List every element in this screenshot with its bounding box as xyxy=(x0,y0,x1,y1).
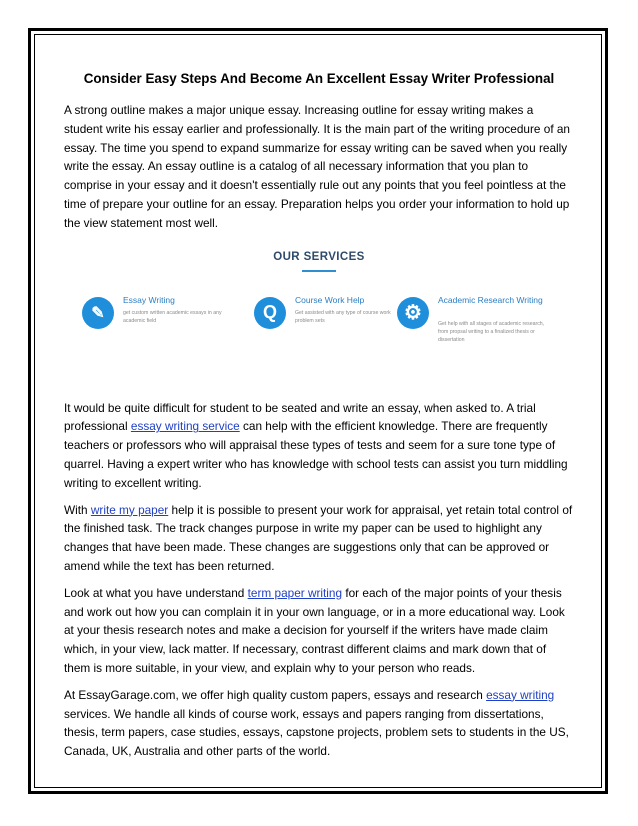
document-title: Consider Easy Steps And Become An Excellent Essay Writer Professional xyxy=(83,71,555,86)
paragraph-text: It would be quite difficult for student to be seated and write an essay, when asked to. A trial professional xyxy=(64,400,536,434)
service-description: get custom written academic essays in any academic field xyxy=(123,309,222,324)
essay-writing-link[interactable]: essay writing xyxy=(486,687,555,702)
service-course-work-help xyxy=(254,295,409,385)
service-name: Academic Research Writing xyxy=(438,294,543,305)
paragraph-text: for each of the major points of your thesis and work out how you can complain it in your own language, or in a more educational way. Look at your thesis research notes and make a decision for yourself if the writers have made claim which, in your view, lack matter. If necessary, contrast different claims and mark down that of them is more suitable, in your view, and explain why to your person who reads. xyxy=(64,585,565,675)
service-description: Get help with all stages of academic research, from propsal writing to a finalized thesis or dissertation xyxy=(438,320,545,343)
services-heading-underline xyxy=(302,270,336,272)
services-banner xyxy=(64,243,574,391)
paragraph-essay-service xyxy=(64,399,574,493)
gear-icon: ⚙ xyxy=(397,297,429,329)
paragraph-text: services. We handle all kinds of course work, essays and papers ranging from dissertations, thesis, term papers, case studies, essays, capstone projects, problem sets to students in the US, Canada, UK, Australia and other parts of the world. xyxy=(64,706,569,759)
term-paper-writing-link[interactable]: term paper writing xyxy=(247,585,343,600)
edit-icon: ✎ xyxy=(82,297,114,329)
paragraph-text: help it is possible to present your work for appraisal, yet retain total control of the finished task. The track changes purpose in write my paper can be used to highlight any changes that have been made. These changes are suggestions only that can be approved or amend while the text has been returned. xyxy=(64,502,573,573)
paragraph-essaygarage xyxy=(64,686,574,761)
paragraph-text: At EssayGarage.com, we offer high quality custom papers, essays and research xyxy=(64,687,487,702)
service-essay-writing xyxy=(82,295,237,385)
paragraph-intro: A strong outline makes a major unique essay. Increasing outline for essay writing makes a student write his essay earlier and professionally. It is the main part of the writing procedure of an essay. The time you spend to expand summarize for essay writing can be saved when you really write the essay. An essay outline is a catalog of all necessary information that you plan to comprise in your essay and it doesn't essentially rule out any points that you feel pointless at the time of prepare your outline for an essay. Preparation helps you order your information to hold up the view statement most well. xyxy=(64,103,570,230)
paragraph-text: With xyxy=(64,502,91,517)
paragraph-text: Look at what you have understand xyxy=(64,585,248,600)
write-my-paper-link[interactable]: write my paper xyxy=(90,502,169,517)
service-name: Essay Writing xyxy=(123,294,175,305)
essay-writing-service-link[interactable]: essay writing service xyxy=(130,419,240,434)
paragraph-text: can help with the efficient knowledge. There are frequently teachers or professors who will appraisal these types of tests and seem for a sure tone type of quarrel. Having a expert writer who has knowledge with school tests can assist you turn middling writing to excellent writing. xyxy=(64,419,568,490)
paragraph-write-my-paper xyxy=(64,501,574,576)
service-description: Get assisted with any type of course work problem sets xyxy=(295,309,391,324)
services-heading: OUR SERVICES xyxy=(273,250,365,263)
document-body xyxy=(64,70,574,769)
service-name: Course Work Help xyxy=(295,294,365,305)
service-academic-research-writing xyxy=(397,295,552,385)
q-icon: Q xyxy=(254,297,286,329)
paragraph-term-paper xyxy=(64,584,574,678)
